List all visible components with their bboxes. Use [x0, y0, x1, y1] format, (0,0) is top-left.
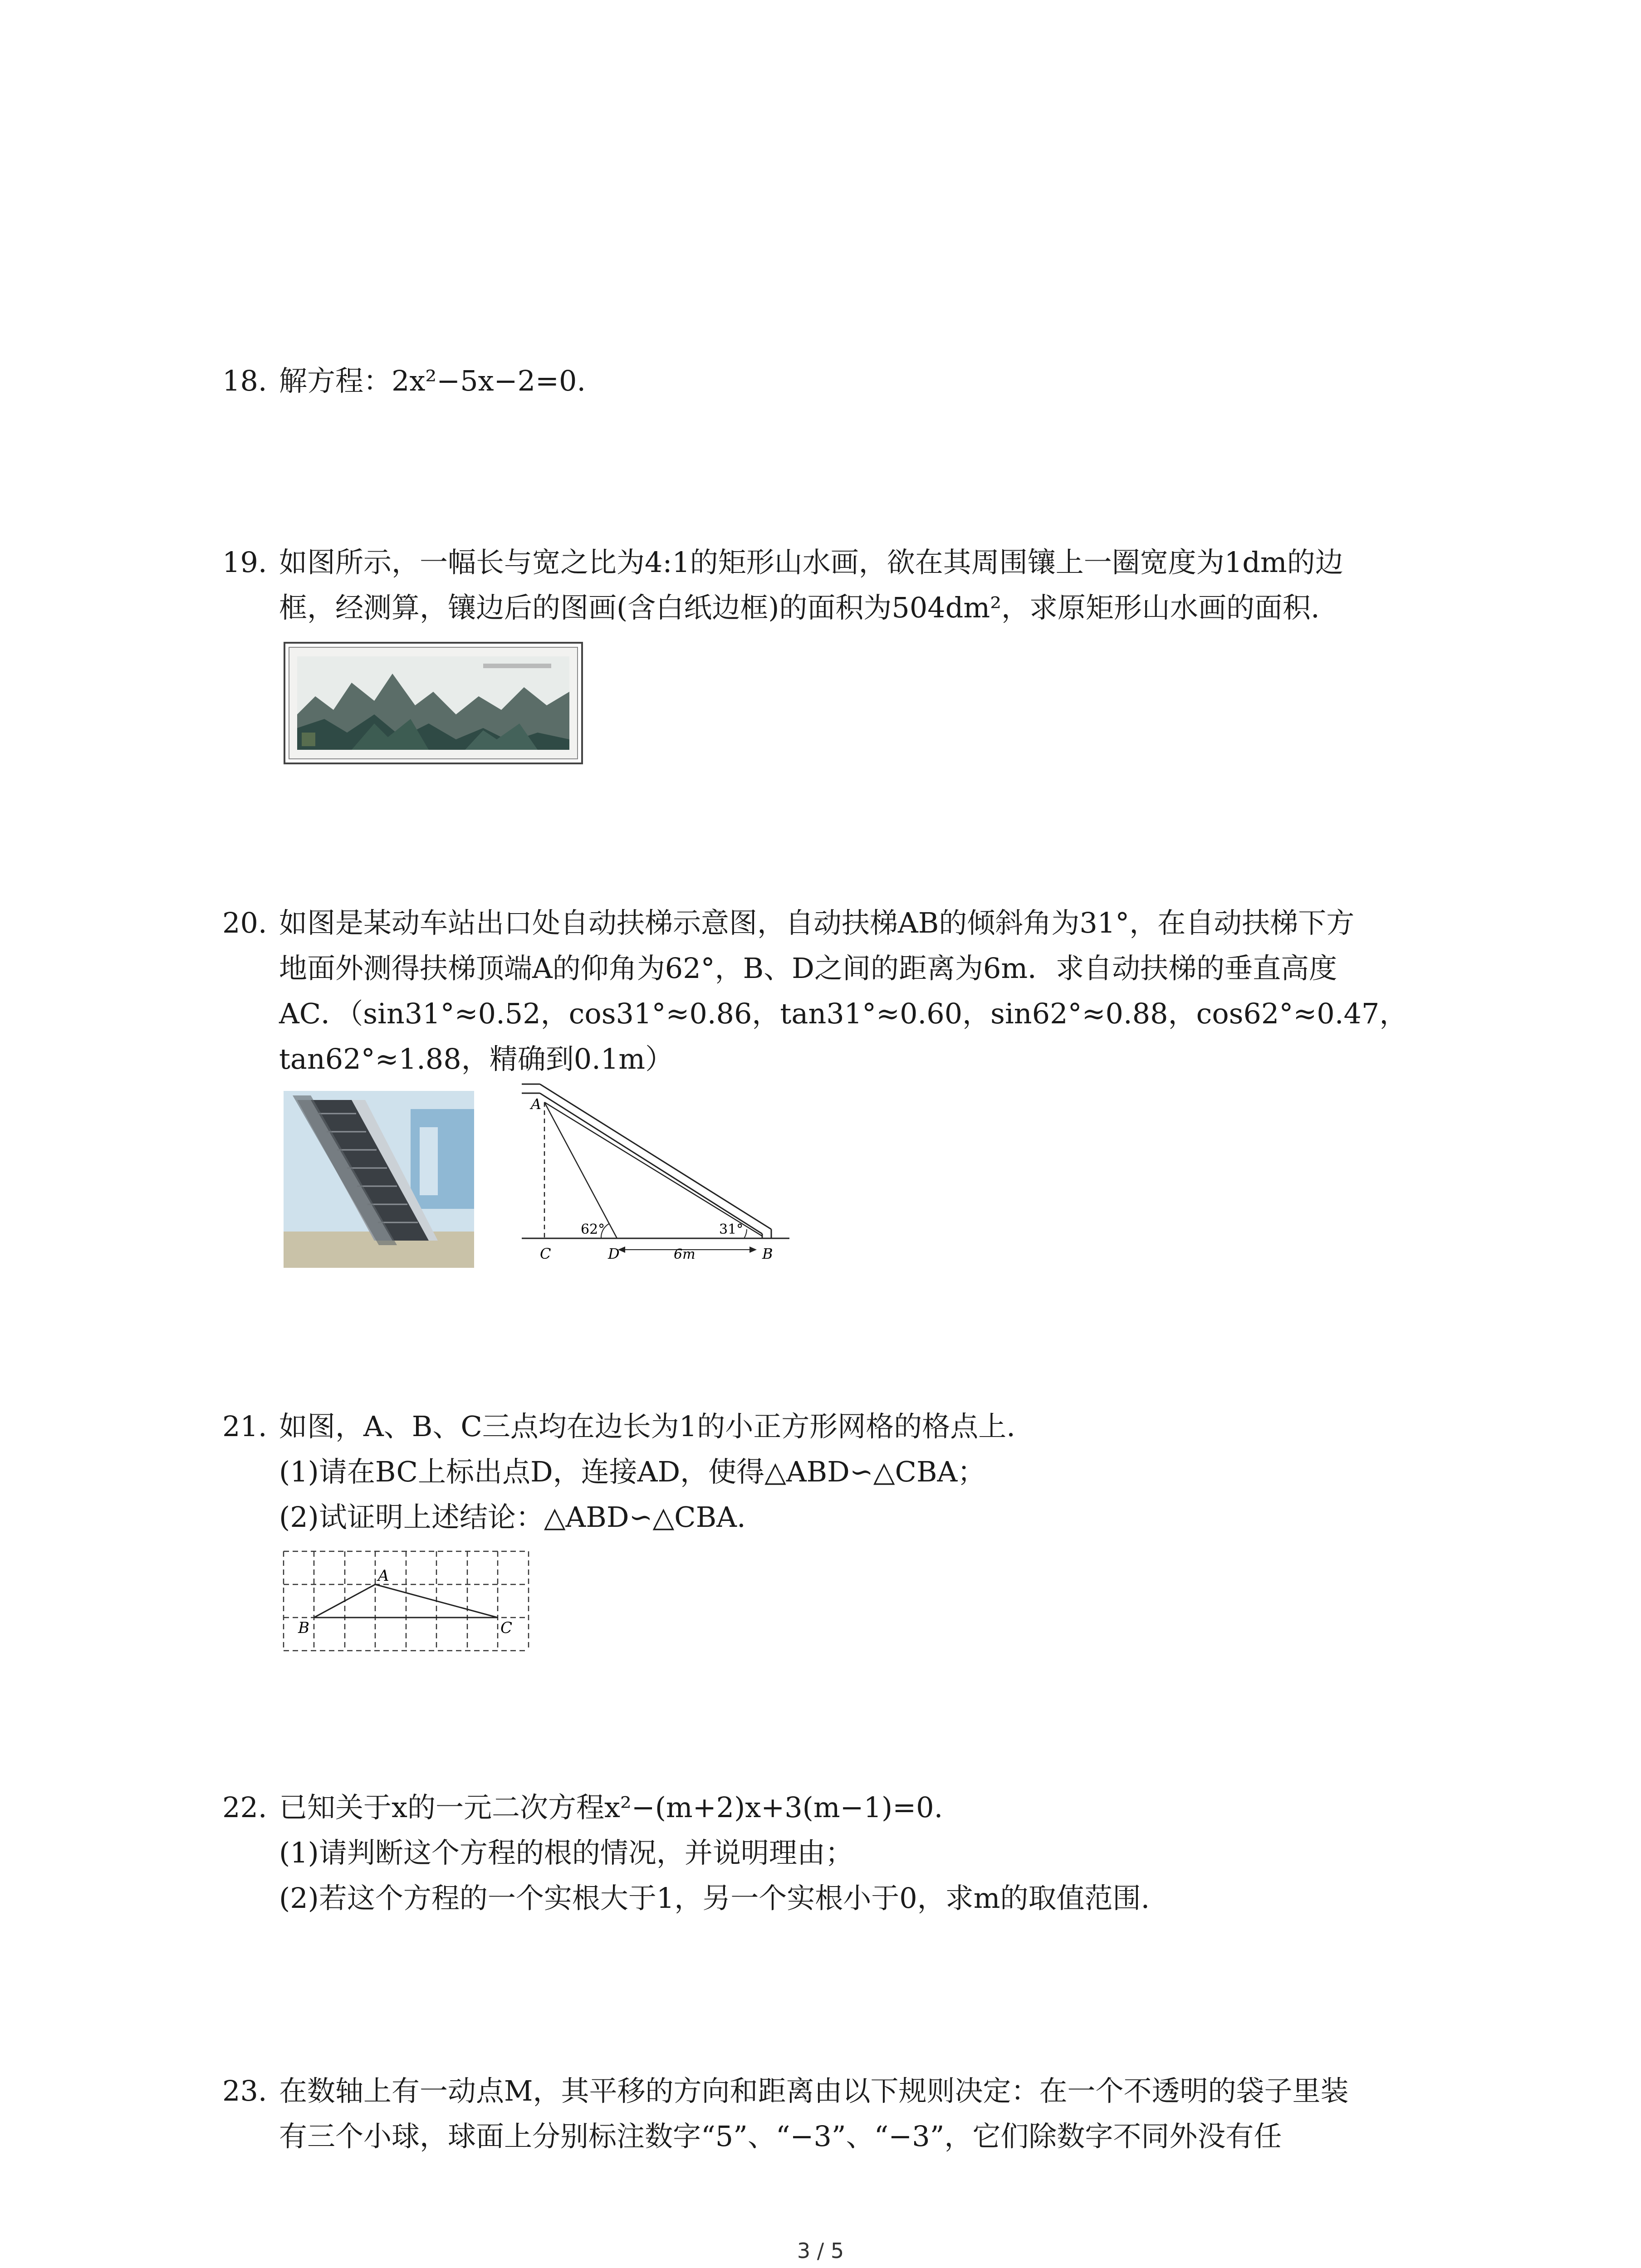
point-label-a: A [531, 1095, 542, 1113]
question-text: tan62°≈1.88，精确到0.1m） [279, 1042, 674, 1075]
escalator-photo [284, 1091, 474, 1270]
escalator-diagram [522, 1080, 794, 1272]
question-text: 如图是某动车站出口处自动扶梯示意图，自动扶梯AB的倾斜角为31°，在自动扶梯下方 [279, 906, 1355, 939]
question-text: 如图所示，一幅长与宽之比为4:1的矩形山水画，欲在其周围镶上一圈宽度为1dm的边 [279, 546, 1343, 579]
question-21 [222, 1404, 1447, 1540]
question-text: 框，经测算，镶边后的图画(含白纸边框)的面积为504dm²，求原矩形山水画的面积. [279, 591, 1320, 624]
angle-label-31: 31° [719, 1222, 744, 1237]
landscape-painting-figure [284, 642, 583, 766]
angle-label-62: 62° [581, 1222, 605, 1237]
page-number: 3 / 5 [797, 2239, 844, 2263]
escalator-geometry-svg [522, 1080, 794, 1270]
question-text: 有三个小球，球面上分别标注数字“5”、“−3”、“−3”，它们除数字不同外没有任 [279, 2120, 1282, 2153]
question-text: (1)请判断这个方程的根的情况，并说明理由； [279, 1836, 853, 1869]
grid-point-label-b: B [298, 1619, 309, 1637]
grid-point-label-c: C [500, 1619, 513, 1637]
question-number: 20. [222, 906, 267, 939]
point-label-c: C [540, 1245, 551, 1262]
question-19 [222, 540, 1447, 631]
question-text: 解方程：2x²−5x−2=0. [279, 364, 586, 397]
framed-painting-image [284, 642, 583, 764]
point-label-b: B [762, 1245, 773, 1262]
escalator-image [284, 1091, 474, 1268]
grid-svg [279, 1547, 533, 1656]
question-text: 如图，A、B、C三点均在边长为1的小正方形网格的格点上. [279, 1410, 1015, 1443]
question-text: 在数轴上有一动点M，其平移的方向和距离由以下规则决定：在一个不透明的袋子里装 [279, 2074, 1349, 2107]
question-number: 18. [222, 364, 267, 397]
question-18 [222, 358, 1447, 404]
grid-point-label-a: A [378, 1567, 389, 1585]
question-text: 已知关于x的一元二次方程x²−(m+2)x+3(m−1)=0. [279, 1791, 943, 1824]
point-label-d: D [608, 1245, 620, 1262]
question-text: (2)试证明上述结论：△ABD∽△CBA. [279, 1501, 746, 1534]
question-text: 地面外测得扶梯顶端A的仰角为62°，B、D之间的距离为6m．求自动扶梯的垂直高度 [279, 952, 1337, 985]
question-text: (2)若这个方程的一个实根大于1，另一个实根小于0，求m的取值范围. [279, 1882, 1150, 1915]
question-20 [222, 900, 1447, 1082]
grid-triangle-figure [279, 1547, 533, 1657]
distance-label-6m: 6m [674, 1246, 696, 1262]
question-number: 21. [222, 1410, 267, 1443]
question-text: (1)请在BC上标出点D，连接AD，使得△ABD∽△CBA； [279, 1455, 986, 1488]
question-number: 19. [222, 546, 267, 579]
question-number: 22. [222, 1791, 267, 1824]
question-text: AC．（sin31°≈0.52，cos31°≈0.86，tan31°≈0.60，sin62°≈0.88，cos62°≈0.47， [279, 997, 1408, 1030]
question-23 [222, 2068, 1447, 2159]
question-22 [222, 1785, 1447, 1921]
question-number: 23. [222, 2074, 267, 2107]
